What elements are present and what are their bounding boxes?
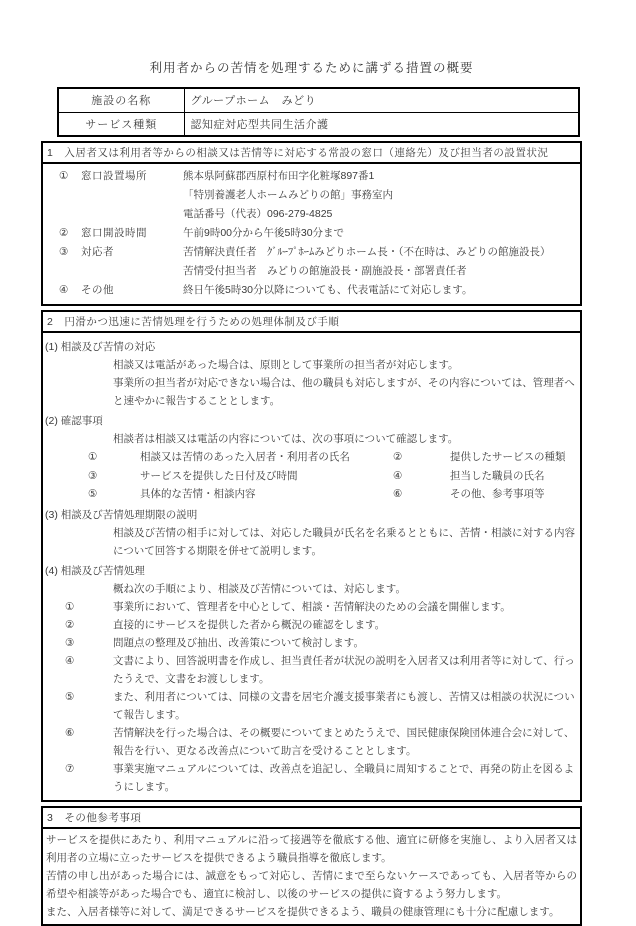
item-number: ②	[59, 227, 69, 239]
phone-line: 電話番号（代表）096-279-4825	[183, 208, 333, 220]
facility-name-row	[58, 88, 579, 112]
office-line: 「特別養護老人ホームみどりの館」事務室内	[183, 189, 393, 201]
item-label: 窓口開設時間	[81, 227, 147, 239]
procedure-step	[43, 760, 580, 796]
responder-row	[43, 243, 580, 281]
other-row	[43, 281, 580, 300]
confirmation-item: その他、参考事項等	[450, 488, 545, 500]
item-number: ⑥	[65, 726, 75, 739]
group-heading: (2) 確認事項	[45, 415, 103, 427]
item-number: ⑥	[393, 488, 403, 500]
section-2	[41, 310, 582, 802]
item-number: ①	[88, 451, 98, 463]
confirmation-row	[43, 467, 580, 486]
item-number: ④	[65, 654, 75, 667]
item-number: ③	[59, 246, 69, 258]
section-1-heading: 1 入居者又は利用者等からの相談又は苦情等に対応する常設の窓口（連絡先）及び担当者の設置状況	[43, 143, 580, 164]
address-line: 熊本県阿蘇郡西原村布田字化粧塚897番1	[183, 170, 375, 182]
item-number: ④	[393, 469, 403, 482]
paragraph: 概ね次の手順により、相談及び苦情については、対応します。	[113, 582, 406, 595]
item-number: ②	[393, 451, 403, 463]
item-number: ③	[88, 469, 98, 482]
paragraph: 相談及び苦情の相手に対しては、対応した職員が氏名を名乗るとともに、苦情・相談に対する内容について回答する期限を併せて説明します。	[113, 526, 575, 557]
service-type-value: 認知症対応型共同生活介護	[184, 112, 579, 136]
item-number: ⑤	[88, 488, 98, 500]
contact-location-row	[43, 167, 580, 224]
contact-hours-row	[43, 224, 580, 243]
step-text: 直接的にサービスを提供した者から概況の確認をします。	[113, 618, 386, 631]
step-text: 文書により、回答説明書を作成し、担当責任者が状況の説明を入居者又は利用者等に対して、行ったうえで、文書をお渡しします。	[113, 654, 575, 685]
reference-paragraph: 苦情の申し出があった場合には、誠意をもって対応し、苦情にまで至らないケースであっても、入居者等からの希望や相談等があった場合でも、適宜に検討し、以後のサービスの提供に資するよう努力します。	[46, 869, 577, 900]
section-1	[41, 141, 582, 306]
resolver-line: 苦情解決責任者 ｸﾞﾙｰﾌﾟﾎｰﾑみどりホーム長・（不在時は、みどりの館施設長）	[183, 246, 551, 258]
step-text: 事業所において、管理者を中心として、相談・苦情解決のための会議を開催します。	[113, 600, 511, 613]
procedure-step	[43, 688, 580, 724]
section-1-body	[43, 164, 580, 304]
step-text: 事業実施マニュアルについては、改善点を追記し、全職員に周知することで、再発の防止を図るようにします。	[113, 762, 575, 793]
reference-paragraph: サービスを提供にあたり、利用マニュアルに沿って接遇等を徹底する他、適宜に研修を実施し、より入居者又は利用者の立場に立ったサービスを提供できるよう職員指導を徹底します。	[46, 833, 577, 864]
group-heading: (1) 相談及び苦情の対応	[45, 341, 156, 353]
item-label: 窓口設置場所	[81, 170, 147, 182]
section-2-body	[43, 333, 580, 800]
facility-name-label: 施設の名称	[58, 88, 184, 112]
confirmation-item: サービスを提供した日付及び時間	[140, 469, 298, 482]
facility-name-value: グループホーム みどり	[184, 88, 579, 112]
receiver-line: 苦情受付担当者 みどりの館施設長・副施設長・部署責任者	[183, 265, 467, 277]
item-label: その他	[81, 284, 114, 296]
group-deadline-explanation	[43, 506, 580, 560]
confirmation-item: 担当した職員の氏名	[450, 469, 545, 482]
procedure-step	[43, 652, 580, 688]
confirmation-row	[43, 485, 580, 504]
section-3	[41, 806, 582, 926]
group-complaint-processing	[43, 562, 580, 796]
procedure-step	[43, 634, 580, 652]
procedure-step	[43, 724, 580, 760]
procedure-step	[43, 598, 580, 616]
item-number: ①	[59, 170, 69, 182]
group-heading: (4) 相談及び苦情処理	[45, 564, 145, 577]
hours-line: 午前9時00分から午後5時30分まで	[183, 227, 345, 239]
item-number: ③	[65, 636, 75, 649]
confirmation-item: 相談又は苦情のあった入居者・利用者の氏名	[140, 451, 350, 463]
item-value	[183, 281, 580, 300]
confirmation-item: 具体的な苦情・相談内容	[140, 488, 256, 500]
confirmation-item: 提供したサービスの種類	[450, 451, 566, 463]
item-value	[183, 224, 580, 243]
item-value	[183, 243, 580, 281]
confirmation-row	[43, 448, 580, 467]
group-consultation-response	[43, 338, 580, 410]
item-label: 対応者	[81, 246, 114, 258]
item-number: ④	[59, 284, 69, 296]
other-line: 終日午後5時30分以降についても、代表電話にて対応します。	[183, 284, 473, 296]
section-2-heading: 2 円滑かつ迅速に苦情処理を行うための処理体制及び手順	[43, 312, 580, 333]
step-text: 問題点の整理及び抽出、改善策について検討します。	[113, 636, 364, 649]
group-heading: (3) 相談及び苦情処理期限の説明	[45, 508, 198, 521]
step-text: また、利用者については、同様の文書を居宅介護支援事業者にも渡し、苦情又は相談の状況について報告します。	[113, 690, 575, 721]
item-number: ①	[65, 600, 75, 613]
item-number: ⑦	[65, 762, 75, 775]
section-3-body	[43, 829, 580, 924]
paragraph: 事業所の担当者が対応できない場合は、他の職員も対応しますが、その内容については、管理者へと速やかに報告することとします。	[113, 377, 575, 407]
facility-info-table	[57, 87, 580, 137]
document-title: 利用者からの苦情を処理するために講ずる措置の概要	[149, 61, 474, 75]
service-type-label: サービス種類	[58, 112, 184, 136]
service-type-row	[58, 112, 579, 136]
step-text: 苦情解決を行った場合は、その概要についてまとめたうえで、国民健康保険団体連合会に対して、報告を行い、更なる改善点について助言を受けることとします。	[113, 726, 575, 757]
item-value	[183, 167, 580, 224]
item-number: ②	[65, 618, 75, 631]
group-confirmation-items	[43, 412, 580, 504]
paragraph: 相談者は相談又は電話の内容については、次の事項について確認します。	[113, 433, 459, 445]
procedure-step	[43, 616, 580, 634]
section-3-heading: 3 その他参考事項	[43, 808, 580, 829]
reference-paragraph: また、入居者様等に対して、満足できるサービスを提供できるよう、職員の健康管理にも十分に配慮します。	[46, 905, 560, 918]
paragraph: 相談又は電話があった場合は、原則として事業所の担当者が対応します。	[113, 359, 459, 371]
item-number: ⑤	[65, 690, 75, 703]
